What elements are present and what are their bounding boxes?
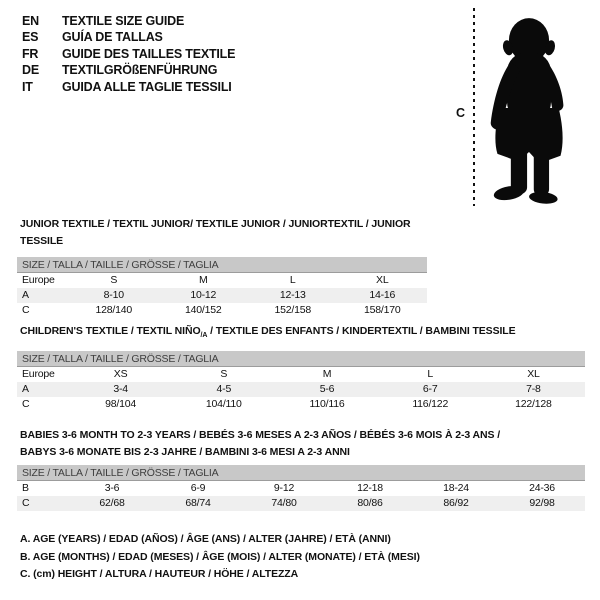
language-code: DE bbox=[22, 63, 39, 78]
language-row bbox=[22, 29, 235, 45]
row-label: C bbox=[22, 398, 30, 411]
language-row bbox=[22, 46, 235, 62]
table-cell: 104/110 bbox=[205, 398, 242, 411]
table-title bbox=[20, 427, 585, 461]
table-cell: 8-10 bbox=[103, 289, 124, 301]
table-title-text: / TEXTILE DES ENFANTS / KINDERTEXTIL / BAMBINI TESSILE bbox=[207, 325, 516, 337]
language-label: GUIDE DES TAILLES TEXTILE bbox=[62, 46, 236, 61]
notes-list bbox=[20, 531, 420, 584]
table-cell: 9-12 bbox=[273, 482, 295, 494]
table-header: SIZE / TALLA / TAILLE / GRÖSSE / TAGLIA bbox=[17, 465, 585, 481]
language-label: TEXTILGRÖßENFÜHRUNG bbox=[62, 63, 218, 78]
table-cell: 98/104 bbox=[105, 398, 137, 411]
table-title-line bbox=[20, 216, 427, 250]
table-header: SIZE / TALLA / TAILLE / GRÖSSE / TAGLIA bbox=[17, 257, 427, 273]
table-cell: 86/92 bbox=[443, 497, 469, 509]
table-cell: 62/68 bbox=[99, 497, 125, 509]
language-code: ES bbox=[22, 30, 39, 45]
table-title-line bbox=[20, 427, 585, 444]
table-cell: 14-16 bbox=[369, 289, 396, 301]
table-cell: L bbox=[289, 274, 296, 286]
table-cell: 7-8 bbox=[526, 383, 541, 396]
language-code: FR bbox=[22, 46, 39, 61]
language-row bbox=[22, 13, 235, 29]
table-cell: 116/122 bbox=[412, 398, 449, 411]
row-label: A bbox=[22, 383, 29, 396]
language-list bbox=[22, 13, 235, 95]
note-line: B. AGE (MONTHS) / EDAD (MESES) / ÂGE (MOIS) / ALTER (MONATE) / ETÀ (MESI) bbox=[20, 550, 420, 563]
table-title-text: BABYS 3-6 MONATE BIS 2-3 JAHRE / BAMBINI 3-6 MESI A 2-3 ANNI bbox=[20, 446, 350, 458]
table-cell: 3-6 bbox=[104, 482, 120, 494]
language-label: GUÍA DE TALLAS bbox=[62, 30, 163, 45]
table-title bbox=[20, 323, 585, 344]
table-cell: 128/140 bbox=[95, 304, 133, 316]
table-cell: 80/86 bbox=[357, 497, 383, 509]
table-cell: 152/158 bbox=[274, 304, 312, 316]
table-cell: 10-12 bbox=[190, 289, 217, 301]
table-title-text: /A bbox=[200, 332, 208, 340]
table-title-line bbox=[20, 444, 585, 461]
table-cell: 74/80 bbox=[271, 497, 297, 509]
table-cell: S bbox=[220, 368, 228, 381]
table-cell: 5-6 bbox=[319, 383, 335, 396]
language-code: EN bbox=[22, 14, 39, 28]
table-cell: XL bbox=[376, 274, 389, 286]
table-cell: 12-13 bbox=[279, 289, 306, 301]
table-row bbox=[17, 496, 585, 511]
row-label: B bbox=[22, 482, 29, 494]
table-cell: 68/74 bbox=[185, 497, 211, 509]
height-measure-dashed-line bbox=[473, 8, 475, 206]
table-cell: 110/116 bbox=[309, 398, 345, 411]
table-title-line bbox=[20, 323, 585, 344]
row-label: C bbox=[22, 304, 30, 316]
table-title-text: BABIES 3-6 MONTH TO 2-3 YEARS / BEBÉS 3-6 MESES A 2-3 AÑOS / BÉBÉS 3-6 MOIS À 2-3 ANS / bbox=[20, 429, 501, 441]
table-row bbox=[17, 382, 585, 397]
language-code: IT bbox=[22, 79, 33, 94]
table-row bbox=[17, 397, 585, 412]
table-cell: M bbox=[198, 274, 208, 286]
table-cell: 92/98 bbox=[529, 497, 555, 509]
note-line: C. (cm) HEIGHT / ALTURA / HAUTEUR / HÖHE / ALTEZZA bbox=[20, 568, 299, 581]
size-table bbox=[17, 323, 585, 412]
size-table bbox=[17, 427, 585, 511]
table-row bbox=[17, 288, 427, 303]
row-label: A bbox=[22, 289, 29, 301]
table-cell: 6-7 bbox=[422, 383, 438, 396]
table-cell: 18-24 bbox=[443, 482, 469, 494]
table-cell: 140/152 bbox=[184, 304, 222, 316]
table-cell: M bbox=[322, 368, 332, 381]
language-row bbox=[22, 62, 235, 78]
row-label: Europe bbox=[22, 368, 55, 381]
table-row bbox=[17, 273, 427, 288]
size-table bbox=[17, 216, 427, 318]
table-header: SIZE / TALLA / TAILLE / GRÖSSE / TAGLIA bbox=[17, 351, 585, 367]
table-cell: 158/170 bbox=[363, 304, 401, 316]
table-title bbox=[20, 216, 427, 250]
language-label: GUIDA ALLE TAGLIE TESSILI bbox=[62, 79, 232, 94]
table-row bbox=[17, 481, 585, 496]
table-cell: XL bbox=[527, 368, 540, 381]
table-cell: 12-18 bbox=[357, 482, 383, 494]
language-label: TEXTILE SIZE GUIDE bbox=[62, 14, 185, 28]
table-title-text: JUNIOR TEXTILE / TEXTIL JUNIOR/ TEXTILE JUNIOR / JUNIORTEXTIL / JUNIOR TESSILE bbox=[20, 218, 411, 247]
row-label: C bbox=[22, 497, 30, 509]
table-cell: 122/128 bbox=[515, 398, 552, 411]
table-cell: S bbox=[110, 274, 118, 286]
table-cell: 3-4 bbox=[113, 383, 128, 396]
toddler-silhouette-image bbox=[486, 9, 572, 207]
height-marker-label: C bbox=[456, 106, 466, 120]
table-row bbox=[17, 303, 427, 318]
table-cell: XS bbox=[113, 368, 128, 381]
table-row bbox=[17, 367, 585, 382]
table-cell: L bbox=[427, 368, 434, 381]
table-cell: 24-36 bbox=[529, 482, 555, 494]
table-title-text: CHILDREN'S TEXTILE / TEXTIL NIÑO bbox=[20, 325, 201, 337]
note-line: A. AGE (YEARS) / EDAD (AÑOS) / ÂGE (ANS) / ALTER (JAHRE) / ETÀ (ANNI) bbox=[20, 533, 391, 545]
table-cell: 4-5 bbox=[216, 383, 232, 396]
row-label: Europe bbox=[22, 274, 55, 286]
language-row bbox=[22, 79, 235, 95]
table-cell: 6-9 bbox=[190, 482, 206, 494]
